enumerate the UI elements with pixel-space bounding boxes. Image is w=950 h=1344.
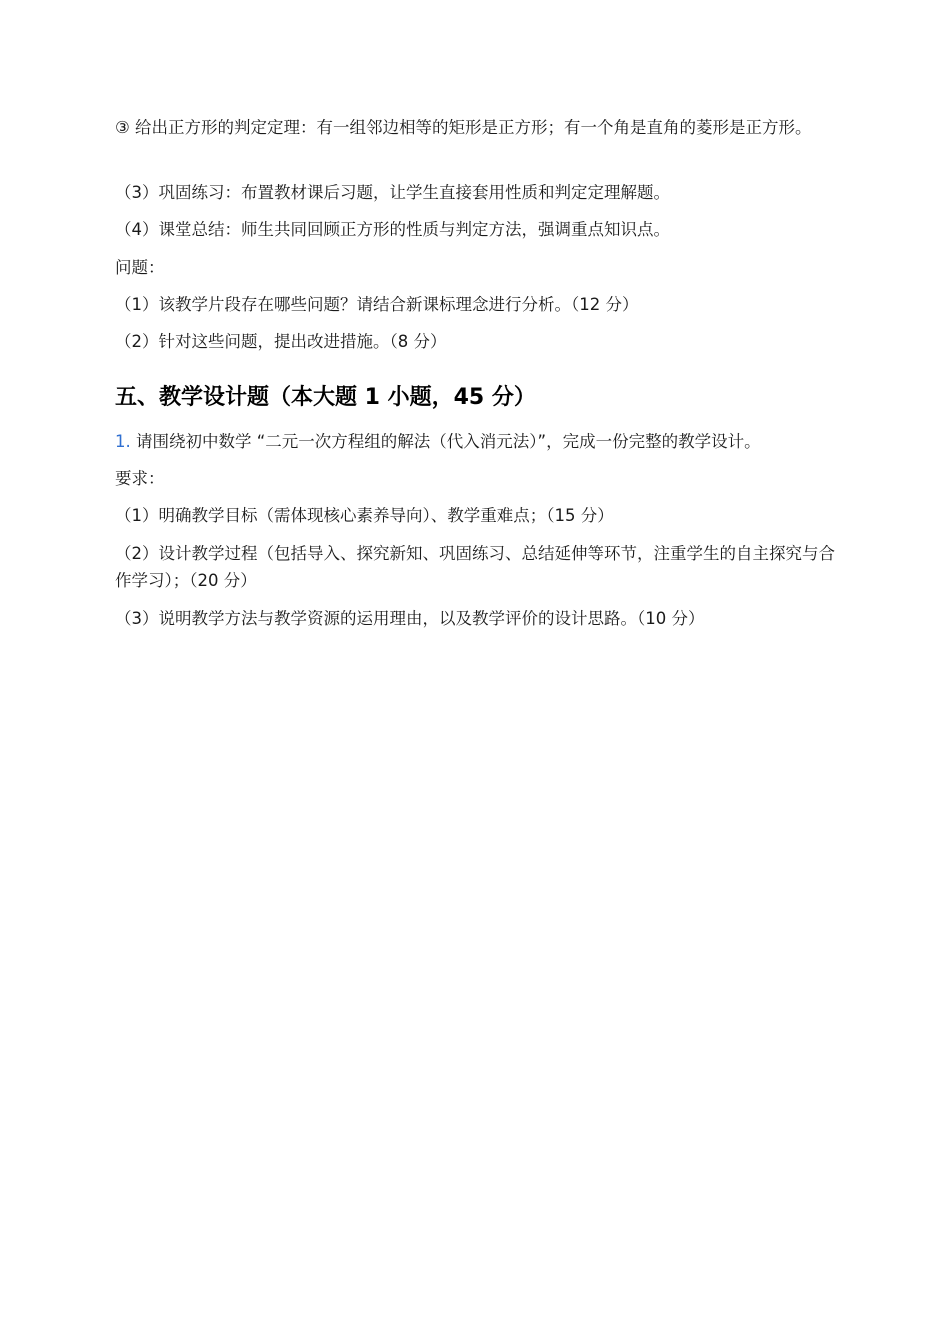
step-practice: （3）巩固练习：布置教材课后习题，让学生直接套用性质和判定定理解题。 xyxy=(115,183,670,202)
questions-label: 问题： xyxy=(115,258,165,277)
item-number: 1. xyxy=(115,432,131,451)
requirement-1: （1）明确教学目标（需体现核心素养导向）、教学重难点；（15 分） xyxy=(115,506,614,525)
theorem-line-3: ③ 给出正方形的判定定理：有一组邻边相等的矩形是正方形；有一个角是直角的菱形是正方形。 xyxy=(115,118,812,137)
question-2: （2）针对这些问题，提出改进措施。（8 分） xyxy=(115,332,447,351)
design-item-1 xyxy=(115,428,761,455)
section-5-title: 五、教学设计题（本大题 1 小题，45 分） xyxy=(115,385,536,410)
item-text: 请围绕初中数学 “二元一次方程组的解法（代入消元法）”，完成一份完整的教学设计。 xyxy=(136,432,761,451)
requirement-2: （2）设计教学过程（包括导入、探究新知、巩固练习、总结延伸等环节，注重学生的自主探究与合作学习）；（20 分） xyxy=(115,544,835,590)
requirement-3: （3）说明教学方法与教学资源的运用理由，以及教学评价的设计思路。（10 分） xyxy=(115,609,705,628)
question-1: （1）该教学片段存在哪些问题？请结合新课标理念进行分析。（12 分） xyxy=(115,295,639,314)
step-summary: （4）课堂总结：师生共同回顾正方形的性质与判定方法，强调重点知识点。 xyxy=(115,220,670,239)
requirements-label: 要求： xyxy=(115,469,165,488)
